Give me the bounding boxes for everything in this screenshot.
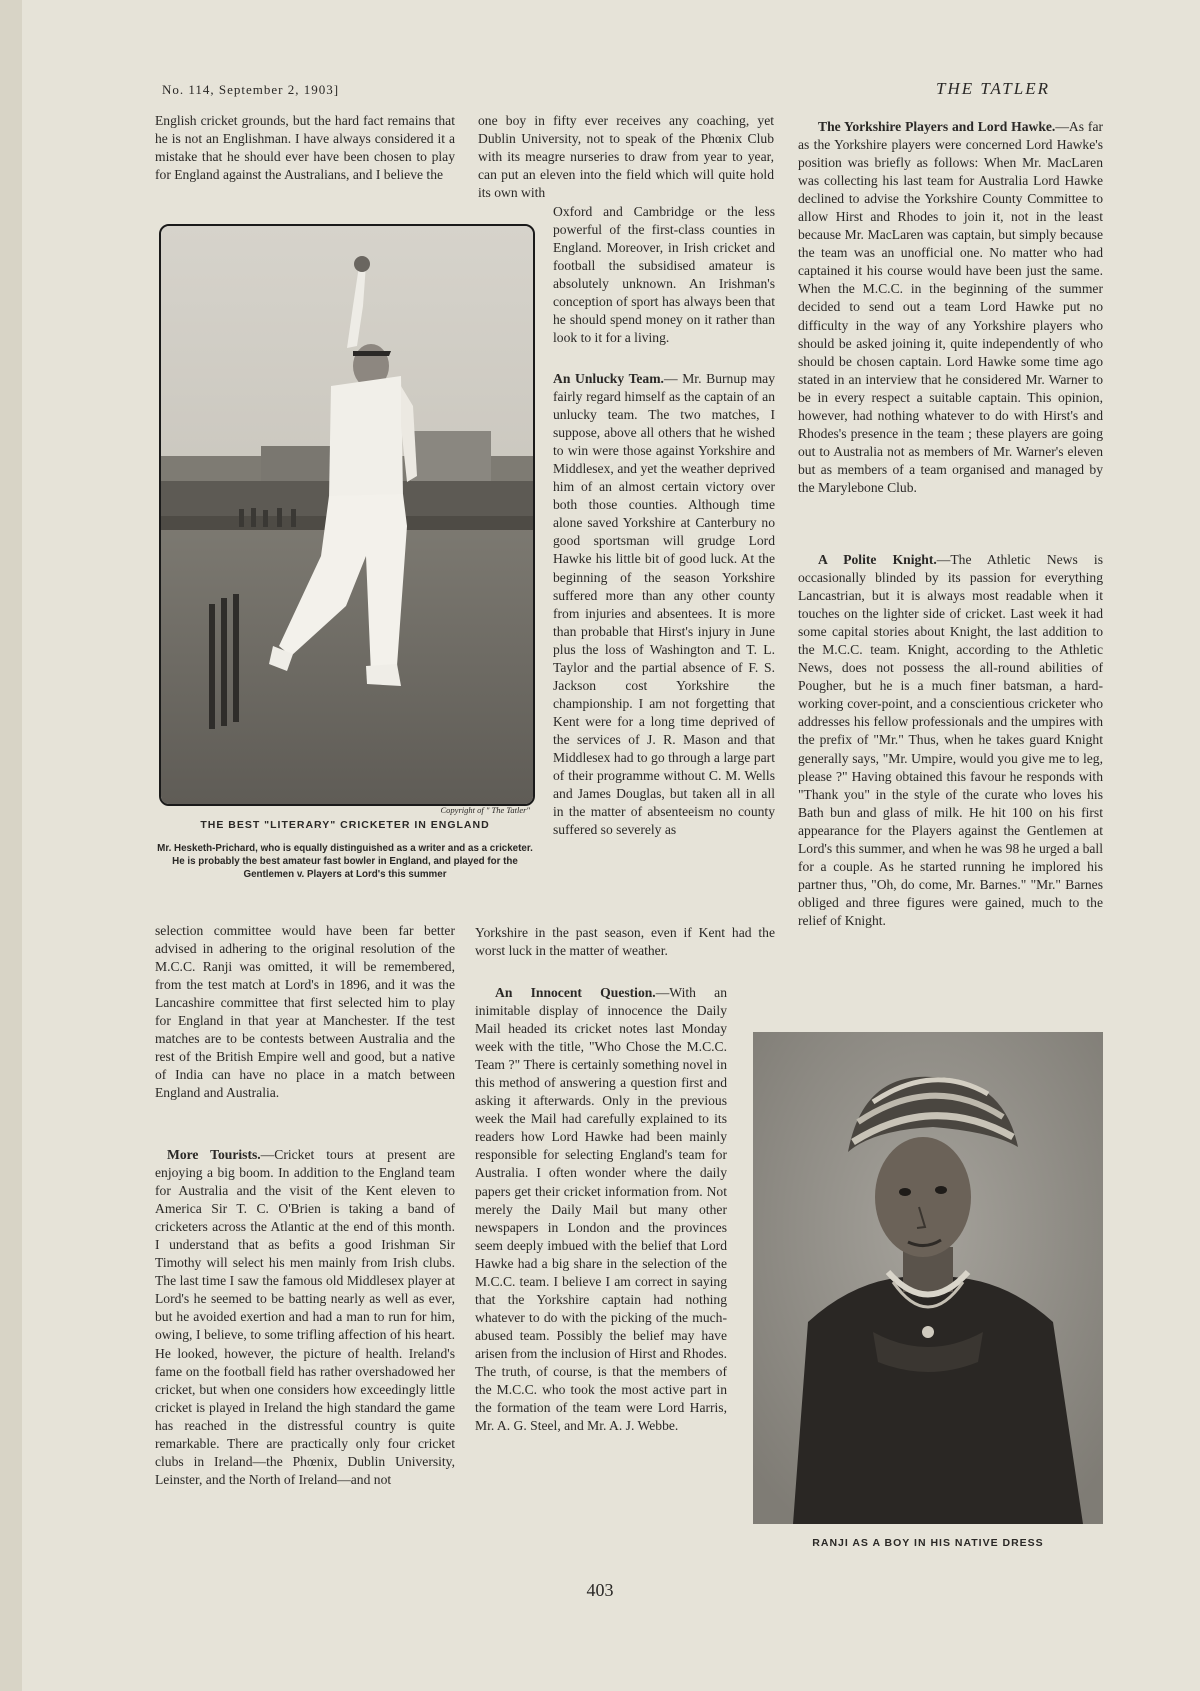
- yorkshire-heading: The Yorkshire Players and Lord Hawke.: [818, 119, 1056, 134]
- cricketer-illustration: [161, 226, 533, 804]
- unlucky-team-tail: Yorkshire in the past season, even if Kent had the worst luck in the matter of weather.: [475, 925, 775, 959]
- yorkshire-section: [798, 118, 1103, 497]
- header-issue: No. 114, September 2, 1903]: [162, 82, 340, 97]
- polite-knight-heading: A Polite Knight.: [818, 552, 937, 567]
- innocent-question-section: [475, 984, 727, 1435]
- ranji-illustration: [753, 1032, 1103, 1524]
- yorkshire-body: —As far as the Yorkshire players were concerned Lord Hawke's position was briefly as follows: When Mr. MacLaren was collecting his last team for Australia Lord Hawke declined to advise the Yorkshire County Committee to allow Hirst and Rhodes to join it, not in the least because Mr. MacLaren was captain, but simply because the team was an unofficial one. No matter who had captained it his course would have been just the same. When the M.C.C. in the beginning of the summer decided to send out a team Lord Hawke put no difficulty in the way of any Yorkshire players who should be asked joining it, quite independently of who should be chosen captain. Lord Hawke some time ago stated in an interview that he considered Mr. Warner to be in every respect a suitable captain. This opinion, however, had nothing whatever to do with Hirst's and Rhodes's presence in the team ; these players are going out to Australia not as members of Mr. Warner's eleven but as members of a team organised and managed by the Marylebone Club.: [798, 119, 1104, 495]
- cricketer-photo: [159, 224, 535, 806]
- unlucky-team-body: — Mr. Burnup may fairly regard himself as the captain of an unlucky team. The two matches, I suppose, above all others that he wished to win were those against Yorkshire and Middlesex, and yet the weather deprived him of an almost certain victory over both those counties. Although time alone saved Yorkshire at Canterbury no good sportsman will grudge Lord Hawke his little bit of good luck. At the beginning of the season Yorkshire suffered more than any other county from injuries and absentees. It is more than probable that Hirst's injury in June plus the loss of Washington and T. L. Taylor and the partial absence of F. S. Jackson cost Yorkshire the championship. I am not forgetting that Kent were for a long time deprived of the services of J. R. Mason and that Middlesex had to go through a large part of their programme without C. M. Wells and James Douglas, but taken all in all in the matter of absenteeism no county suffered so severely as: [553, 371, 775, 838]
- cricketer-photo-credit: Copyright of " The Tatler": [440, 805, 530, 815]
- col1-top-text: English cricket grounds, but the hard fact remains that he is not an Englishman. I have always considered it a mistake that he should ever have been chosen to play for England against the Australians, and I believe the: [155, 113, 455, 183]
- innocent-question-body: —With an inimitable display of innocence the Daily Mail headed its cricket notes last Monday week with the title, "Who Chose the M.C.C. Team ?" There is certainly something novel in this method of answering a question first and asking it afterwards. Only in the previous week the Mail had carefully explained to its readers how Lord Hawke had been mainly responsible for selecting England's team for Australia. I often wonder where the daily papers get their cricket information from. Not merely the Daily Mail but many other newspapers in London and the provinces seem deeply imbued with the belief that Lord Hawke had a big share in the selection of the M.C.C. team. I believe I am correct in saying that the Yorkshire captain had nothing whatever to do with the picking of the much-abused team. Possibly the belief may have arisen from the inclusion of Hirst and Rhodes. The truth, of course, is that the members of the M.C.C. who took the most active part in the formation of the team were Lord Harris, Mr. A. G. Steel, and Mr. A. J. Webbe.: [475, 985, 727, 1434]
- innocent-question-heading: An Innocent Question.: [495, 985, 656, 1000]
- cricketer-photo-title: THE BEST "LITERARY" CRICKETER IN ENGLAND: [200, 819, 490, 831]
- polite-knight-section: [798, 551, 1103, 930]
- col2-top-text: one boy in fifty ever receives any coaching, yet Dublin University, not to speak of the Phœnix Club with its meagre nurseries to draw from year to year, can put an eleven into the field which will quite hold its own with: [478, 113, 774, 201]
- unlucky-team-heading: An Unlucky Team.: [553, 371, 664, 386]
- ranji-photo: [753, 1032, 1103, 1524]
- header-masthead: THE TATLER: [936, 79, 1050, 98]
- more-tourists-body: —Cricket tours at present are enjoying a big boom. In addition to the England team for Australia and the visit of the Kent eleven to America Sir T. C. O'Brien is taking a band of cricketers across the Atlantic at the end of this month. I understand that as befits a good Irishman Sir Timothy will select his men mainly from Irish clubs. The last time I saw the famous old Middlesex player at Lord's he seemed to be batting nearly as well as ever, but he avoided exertion and had a man to run for him, owing, I believe, to some trifling affection of his heart. He looked, however, the picture of health. Ireland's fame on the football field has rather overshadowed her cricket, but when one considers how exceedingly little cricket is played in Ireland the high standard the game has reached in the distressful country is quite remarkable. There are practically only four cricket clubs in Ireland—the Phœnix, Dublin University, Leinster, and the North of Ireland—and not: [155, 1147, 456, 1487]
- unlucky-team-section: [553, 370, 775, 839]
- col1-bottom-text: selection committee would have been far better advised in adhering to the original resolution of the M.C.C. Ranji was omitted, it will be remembered, from the test match at Lord's in 1896, and it was the Lancashire committee that first selected him to play for England in that year at Manchester. If the test matches are to be contests between Australia and the rest of the British Empire well and good, but a native of India can have no place in a match between England and Australia.: [155, 923, 455, 1101]
- col2-narrow-text: Oxford and Cambridge or the less powerful of the first-class counties in England. Moreover, in Irish cricket and football the subsidised amateur is absolutely unknown. An Irishman's conception of sport has always been that he should spend money on it rather than look to it for a living.: [553, 204, 775, 346]
- page-edge: [0, 0, 22, 1691]
- ranji-photo-caption: RANJI AS A BOY IN HIS NATIVE DRESS: [812, 1537, 1044, 1549]
- polite-knight-body: —The Athletic News is occasionally blinded by its passion for everything Lancastrian, but it is always most readable when it touches on the lighter side of cricket. Last week it had some capital stories about Knight, the last addition to the M.C.C. team. Knight, according to the Athletic News, does not possess the all-round abilities of Pougher, but he is a much finer batsman, a hard-working cover-point, and a conscientious cricketer who addresses his fellow professionals and the umpires with the prefix of "Mr." Thus, when he takes guard Knight generally says, "Mr. Umpire, would you give me to leg, please ?" Having obtained this favour he responds with "Thank you" in the style of the curate who loves his Bath bun and glass of milk. He hit 100 on his first appearance for the Players against the Gentlemen at Lord's this summer, and when he was 98 he urged a ball for a couple. As he started running he implored his partner thus, "Oh, do come, Mr. Barnes." "Mr." Barnes obliged and three figures were gained, much to the relief of Knight.: [798, 552, 1103, 928]
- cricketer-photo-caption: Mr. Hesketh-Prichard, who is equally distinguished as a writer and as a cricketer. He is probably the best amateur fast bowler in England, and played for the Gentlemen v. Players at Lord's this summer: [157, 843, 533, 880]
- more-tourists-heading: More Tourists.: [167, 1147, 261, 1162]
- page-number: 403: [586, 1580, 614, 1600]
- more-tourists-section: [155, 1146, 455, 1489]
